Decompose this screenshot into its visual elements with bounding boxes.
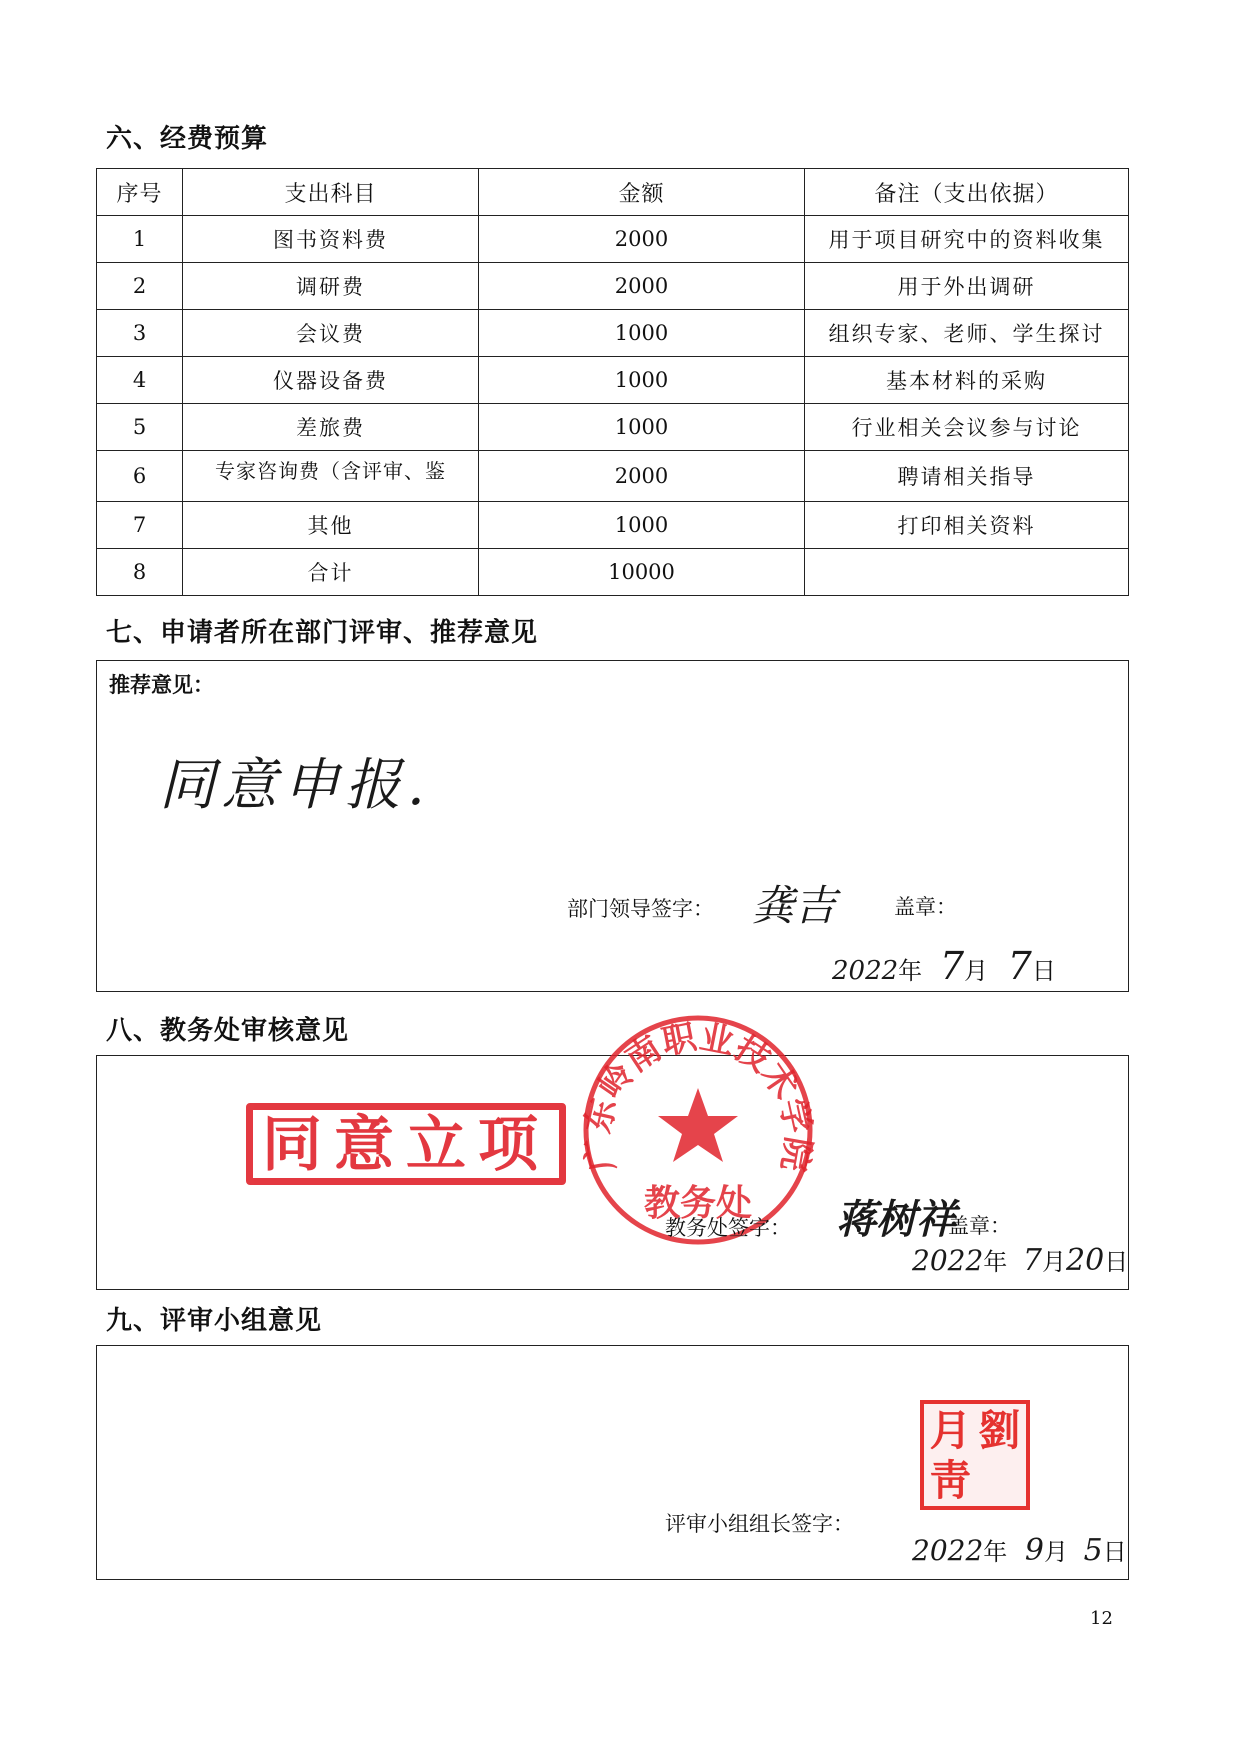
seal-ring-text: 广东岭南职业技术学院 [578, 1017, 818, 1175]
row-item: 仪器设备费 [183, 357, 479, 404]
page-number: 12 [1090, 1608, 1113, 1629]
seal-center-text: 教务处 [643, 1182, 753, 1224]
leader-signature: 龚吉 [752, 881, 837, 930]
row-note [805, 549, 1129, 596]
panel-date-day-unit: 日 [1102, 1538, 1127, 1566]
header-note: 备注（支出依据） [805, 169, 1129, 216]
table-row [97, 310, 1129, 357]
row-amount: 2000 [479, 263, 805, 310]
academic-sign-label: 教务处签字： [665, 1216, 791, 1240]
academic-date-day-unit: 日 [1104, 1248, 1129, 1276]
panel-date [912, 1532, 1127, 1568]
table-row [97, 502, 1129, 549]
seal-char [975, 1456, 1024, 1506]
row-no: 8 [97, 549, 183, 596]
academic-date-month-unit: 月 [1042, 1248, 1066, 1276]
panel-date-month: 9 [1024, 1533, 1044, 1568]
academic-stamp-label: 盖章： [948, 1214, 1011, 1238]
header-item: 支出科目 [183, 169, 479, 216]
row-no: 3 [97, 310, 183, 357]
row-no: 5 [97, 404, 183, 451]
table-row [97, 451, 1129, 502]
table-row [97, 549, 1129, 596]
panel-date-year-unit: 年 [983, 1538, 1008, 1566]
row-note: 行业相关会议参与讨论 [805, 404, 1129, 451]
row-item: 差旅费 [183, 404, 479, 451]
table-row [97, 404, 1129, 451]
dept-review-box [96, 660, 1129, 992]
academic-date-year: 2022 [912, 1244, 984, 1277]
header-no: 序号 [97, 169, 183, 216]
row-no: 1 [97, 216, 183, 263]
row-amount: 1000 [479, 357, 805, 404]
row-amount: 1000 [479, 502, 805, 549]
header-amount: 金额 [479, 169, 805, 216]
row-item: 会议费 [183, 310, 479, 357]
panel-date-day: 5 [1083, 1533, 1103, 1568]
row-item: 其他 [183, 502, 479, 549]
seal-char: 月 [929, 1406, 972, 1455]
row-no: 2 [97, 263, 183, 310]
table-row [97, 216, 1129, 263]
academic-signature: 蒋树祥 [836, 1196, 956, 1243]
row-note: 基本材料的采购 [805, 357, 1129, 404]
table-row [97, 263, 1129, 310]
panel-date-year: 2022 [912, 1534, 984, 1567]
dept-date-month-unit: 月 [964, 957, 988, 985]
approval-stamp: 同意立项 [246, 1103, 566, 1185]
dept-stamp-label: 盖章： [894, 895, 957, 919]
panel-section-title: 九、评审小组意见 [106, 1306, 323, 1336]
dept-date [832, 944, 1056, 988]
table-row [97, 357, 1129, 404]
row-item: 合计 [183, 549, 479, 596]
seal-char: 劉 [978, 1406, 1021, 1455]
row-note: 打印相关资料 [805, 502, 1129, 549]
academic-date-year-unit: 年 [983, 1248, 1008, 1276]
dept-date-month: 7 [939, 944, 964, 988]
row-amount: 10000 [479, 549, 805, 596]
row-item: 图书资料费 [183, 216, 479, 263]
seal-char: 靑 [929, 1456, 972, 1505]
handwritten-opinion: 同意申报. [159, 753, 431, 818]
budget-header-row [97, 169, 1129, 216]
row-amount: 2000 [479, 216, 805, 263]
row-no: 4 [97, 357, 183, 404]
row-amount: 1000 [479, 310, 805, 357]
panel-date-month-unit: 月 [1044, 1538, 1068, 1566]
row-note: 组织专家、老师、学生探讨 [805, 310, 1129, 357]
dept-date-day: 7 [1007, 944, 1032, 988]
dept-section-title: 七、申请者所在部门评审、推荐意见 [106, 618, 539, 648]
seal-star-icon [658, 1088, 738, 1162]
budget-table [96, 168, 1129, 596]
row-item: 调研费 [183, 263, 479, 310]
panel-leader-sign-label: 评审小组组长签字： [665, 1512, 854, 1536]
leader-sign-label: 部门领导签字： [567, 897, 714, 921]
recommend-opinion-label: 推荐意见： [109, 672, 214, 697]
academic-section-title: 八、教务处审核意见 [106, 1016, 350, 1046]
dept-date-year: 2022 [832, 956, 899, 986]
row-amount: 2000 [479, 451, 805, 502]
row-note: 聘请相关指导 [805, 451, 1129, 502]
budget-section-title: 六、经费预算 [106, 124, 269, 154]
row-note: 用于外出调研 [805, 263, 1129, 310]
academic-date-day: 20 [1066, 1243, 1105, 1278]
academic-date [912, 1242, 1128, 1278]
academic-date-month: 7 [1022, 1243, 1042, 1278]
row-no: 6 [97, 451, 183, 502]
row-note: 用于项目研究中的资料收集 [805, 216, 1129, 263]
row-no: 7 [97, 502, 183, 549]
dept-date-day-unit: 日 [1031, 957, 1056, 985]
row-amount: 1000 [479, 404, 805, 451]
panel-leader-seal [920, 1400, 1030, 1510]
row-item: 专家咨询费（含评审、鉴 [183, 451, 479, 502]
dept-date-year-unit: 年 [898, 957, 923, 985]
